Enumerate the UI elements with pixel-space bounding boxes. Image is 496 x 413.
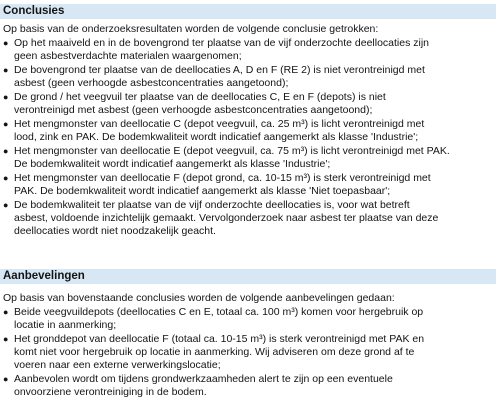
list-item-line: Het mengmonster van deellocatie F (depot grond, ca. 10-15 m³) is sterk verontreinigd met	[14, 172, 431, 184]
list-item	[0, 37, 496, 63]
bullet-icon: ●	[3, 374, 9, 384]
bullet-icon: ●	[3, 334, 9, 344]
list-item	[0, 373, 496, 399]
conclusies-list	[0, 37, 496, 239]
list-item-line: voeren naar een externe verwerkingslocatie;	[14, 359, 221, 371]
bullet-icon: ●	[3, 92, 9, 102]
list-item-line: De bodemkwaliteit wordt indicatief aangemerkt als klasse 'Industrie';	[14, 158, 331, 170]
list-item-line: komt niet voor hergebruik op locatie in aanmerking. Wij adviseren om deze grond af te	[14, 346, 415, 358]
list-item	[0, 199, 496, 238]
list-item-line: Aanbevolen wordt om tijdens grondwerkzaamheden alert te zijn op een eventuele	[14, 373, 393, 385]
list-item-line: deellocaties wordt niet noodzakelijk geacht.	[14, 225, 216, 237]
list-item-line: PAK. De bodemkwaliteit wordt indicatief aangemerkt als klasse 'Niet toepasbaar';	[14, 185, 391, 197]
list-item-line: De bovengrond ter plaatse van de deellocaties A, D en F (RE 2) is niet verontreinigd met	[14, 64, 425, 76]
aanbevelingen-intro: Op basis van bovenstaande conclusies worden de volgende aanbevelingen gedaan:	[3, 292, 395, 304]
list-item	[0, 306, 496, 332]
bullet-icon: ●	[3, 307, 9, 317]
list-item-line: Op het maaiveld en in de bovengrond ter plaatse van de vijf onderzochte deellocaties zijn	[14, 37, 430, 49]
list-item-line: onvoorziene verontreiniging in de bodem.	[14, 386, 207, 398]
bullet-icon: ●	[3, 146, 9, 156]
bullet-icon: ●	[3, 200, 9, 210]
list-item-line: locatie in aanmerking;	[14, 319, 117, 331]
list-item	[0, 333, 496, 372]
list-item-line: verontreinigd met asbest (geen verhoogde asbestconcentraties aangetoond);	[14, 104, 373, 116]
conclusies-heading: Conclusies	[0, 4, 496, 19]
list-item-line: geen asbestverdachte materialen waargenomen;	[14, 50, 242, 62]
bullet-icon: ●	[3, 119, 9, 129]
list-item-line: asbest (geen verhoogde asbestconcentraties aangetoond);	[14, 77, 289, 89]
list-item-line: asbest, voldoende inzichtelijk gemaakt. Vervolgonderzoek naar asbest ter plaatse van deze	[14, 212, 439, 224]
bullet-icon: ●	[3, 65, 9, 75]
bullet-icon: ●	[3, 173, 9, 183]
list-item	[0, 64, 496, 90]
list-item	[0, 172, 496, 198]
list-item-line: lood, zink en PAK. De bodemkwaliteit wordt indicatief aangemerkt als klasse 'Industrie';	[14, 131, 419, 143]
aanbevelingen-list	[0, 306, 496, 400]
list-item-line: De bodemkwaliteit ter plaatse van de vijf onderzochte deellocaties is, voor wat betreft	[14, 199, 410, 211]
list-item	[0, 118, 496, 144]
list-item	[0, 91, 496, 117]
list-item-line: Het gronddepot van deellocatie F (totaal ca. 10-15 m³) is sterk verontreinigd met PAK en	[14, 333, 425, 345]
list-item-line: De grond / het veegvuil ter plaatse van de deellocaties C, E en F (depots) is niet	[14, 91, 386, 103]
list-item-line: Het mengmonster van deellocatie C (depot veegvuil, ca. 25 m³) is licht verontreinigd met	[14, 118, 425, 130]
list-item-line: Beide veegvuildepots (deellocaties C en E, totaal ca. 100 m³) komen voor hergebruik op	[14, 306, 424, 318]
list-item-line: Het mengmonster van deellocatie E (depot veegvuil, ca. 75 m³) is licht verontreinigd met PAK.	[14, 145, 450, 157]
aanbevelingen-heading: Aanbevelingen	[0, 269, 496, 284]
bullet-icon: ●	[3, 38, 9, 48]
list-item	[0, 145, 496, 171]
conclusies-intro: Op basis van de onderzoeksresultaten worden de volgende conclusie getrokken:	[3, 23, 379, 35]
